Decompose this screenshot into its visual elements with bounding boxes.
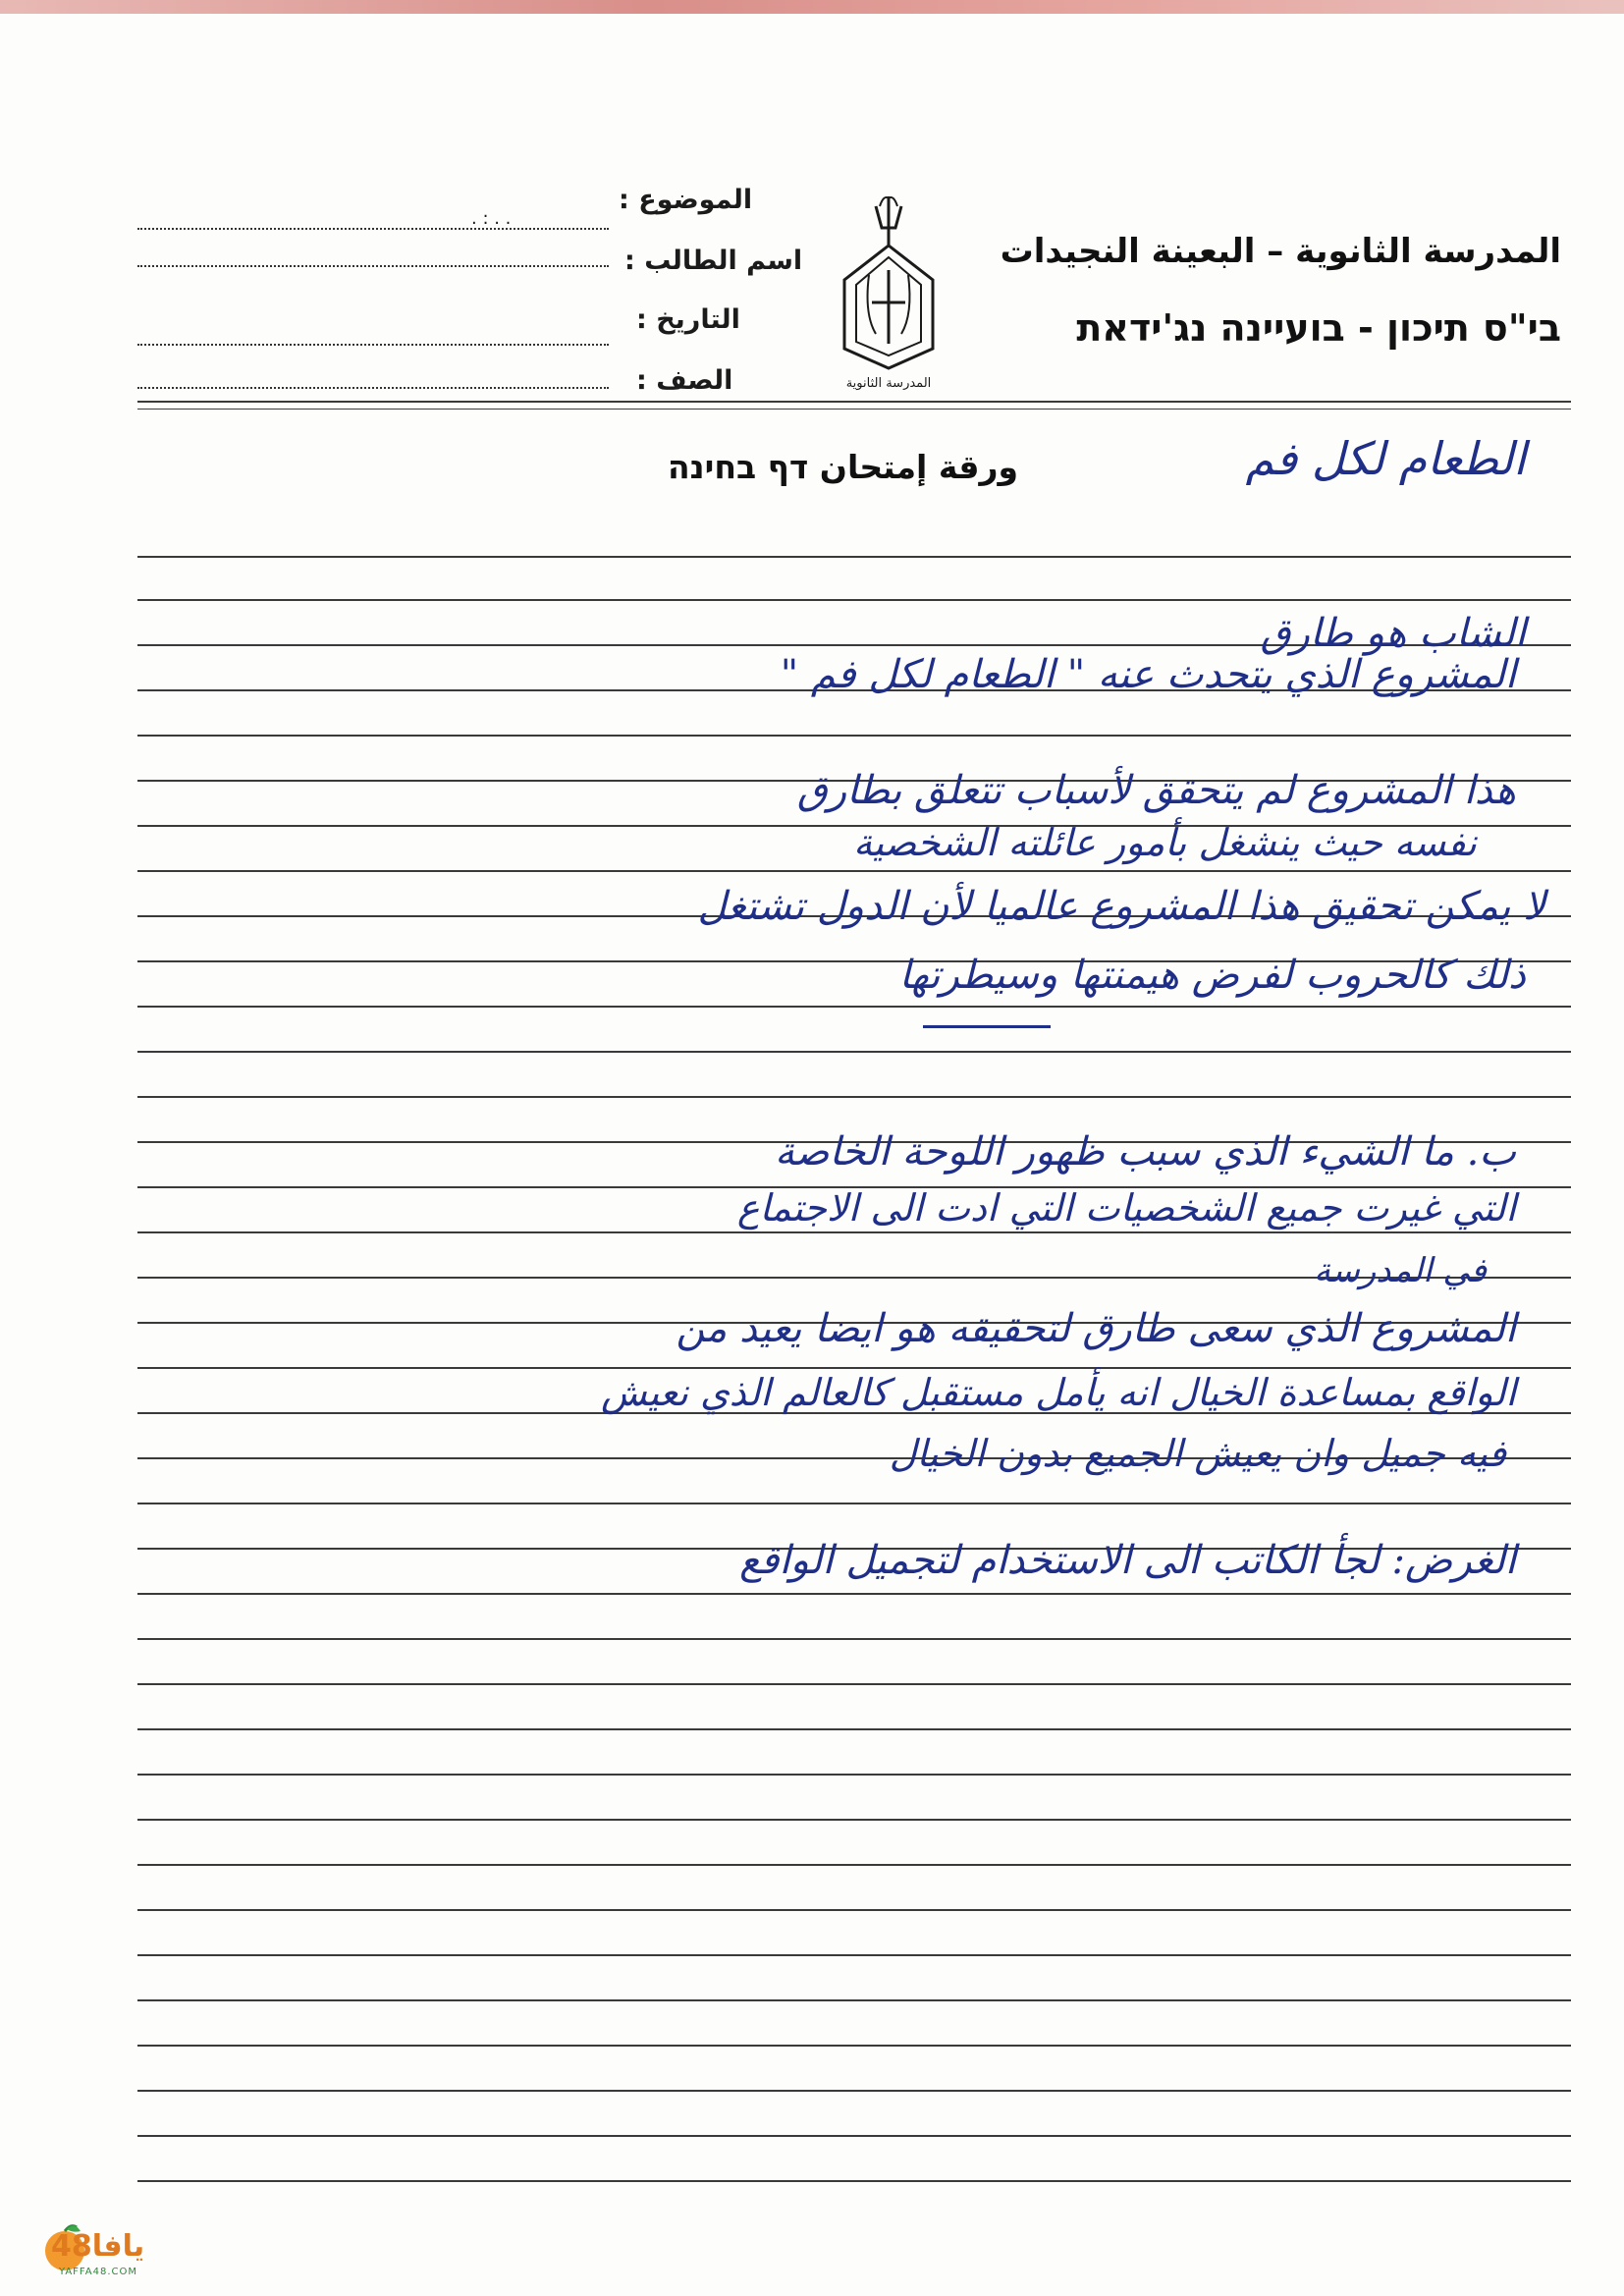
handwritten-line: التي غيرت جميع الشخصيات التي ادت الى الاجتماع [736, 1186, 1516, 1230]
exam-sheet-title: ورقة إمتحان דף בחינה [668, 448, 1018, 486]
handwritten-line: المشروع الذي سعى طارق لتحقيقه هو ايضا يعيد من [676, 1306, 1516, 1351]
writing-line [137, 599, 1571, 601]
handwritten-line: المشروع الذي يتحدث عنه " الطعام لكل فم " [780, 652, 1516, 697]
school-name-arabic: المدرسة الثانوية – البعينة النجيدات [1000, 232, 1561, 271]
handwritten-line: في المدرسة [1314, 1251, 1487, 1290]
student-name-dotline [137, 265, 609, 267]
handwritten-line: ب. ما الشيء الذي سبب ظهور اللوحة الخاصة [775, 1129, 1516, 1175]
writing-line [137, 1367, 1571, 1369]
handwritten-line: الشاب هو طارق [1260, 611, 1526, 656]
handwritten-line: هذا المشروع لم يتحقق لأسباب تتعلق بطارق [796, 768, 1516, 813]
subject-dotline [137, 228, 609, 230]
writing-line [137, 1231, 1571, 1233]
writing-line [137, 1728, 1571, 1730]
logo-caption: المدرسة الثانوية [845, 376, 932, 391]
header-rule-thin [137, 409, 1571, 410]
watermark-domain: YAFFA48.COM [59, 2267, 137, 2277]
writing-line [137, 1774, 1571, 1776]
class-dotline [137, 387, 609, 389]
writing-line [137, 1096, 1571, 1098]
date-label: التاريخ : [636, 304, 740, 335]
watermark-text: يافا48 [51, 2229, 145, 2264]
writing-line [137, 2090, 1571, 2092]
date-dotline [137, 344, 609, 346]
handwritten-line: الغرض: لجأ الكاتب الى الاستخدام لتجميل الواقع [739, 1538, 1516, 1583]
handwritten-line: لا يمكن تحقيق هذا المشروع عالميا لأن الدول تشتغل [697, 884, 1545, 929]
writing-line [137, 1051, 1571, 1053]
school-crest-logo [825, 187, 952, 393]
handwritten-line: الواقع بمساعدة الخيال انه يأمل مستقبل كالعالم الذي نعيش [601, 1371, 1516, 1414]
writing-line [137, 1593, 1571, 1595]
writing-line [137, 1006, 1571, 1008]
subject-value: . . : . [471, 208, 512, 229]
writing-line [137, 1864, 1571, 1866]
subject-label: الموضوع : [619, 185, 753, 215]
student-name-label: اسم الطالب : [624, 246, 803, 276]
writing-line [137, 1819, 1571, 1821]
handwritten-line: فيه جميل وان يعيش الجميع بدون الخيال [889, 1432, 1506, 1475]
writing-line [137, 1954, 1571, 1956]
writing-line [137, 1503, 1571, 1504]
writing-line [137, 1683, 1571, 1685]
writing-line [137, 735, 1571, 737]
writing-line [137, 870, 1571, 872]
writing-line [137, 556, 1571, 558]
page-top-edge [0, 0, 1624, 14]
school-name-hebrew: בי"ס תיכון - בועיינה נג'ידאת [1076, 306, 1561, 350]
handwritten-heading: الطعام لكل فم [1245, 432, 1526, 485]
writing-line [137, 2180, 1571, 2182]
writing-line [137, 2135, 1571, 2137]
handwritten-line: ذلك كالحروب لفرض هيمنتها وسيطرتها [898, 953, 1526, 998]
header-rule [137, 401, 1571, 403]
writing-line [137, 1909, 1571, 1911]
class-label: الصف : [636, 365, 733, 396]
handwritten-divider [923, 1025, 1051, 1028]
handwritten-line: نفسه حيث ينشغل بأمور عائلته الشخصية [853, 821, 1477, 864]
writing-line [137, 1999, 1571, 2001]
writing-line [137, 2045, 1571, 2047]
writing-line [137, 1638, 1571, 1640]
